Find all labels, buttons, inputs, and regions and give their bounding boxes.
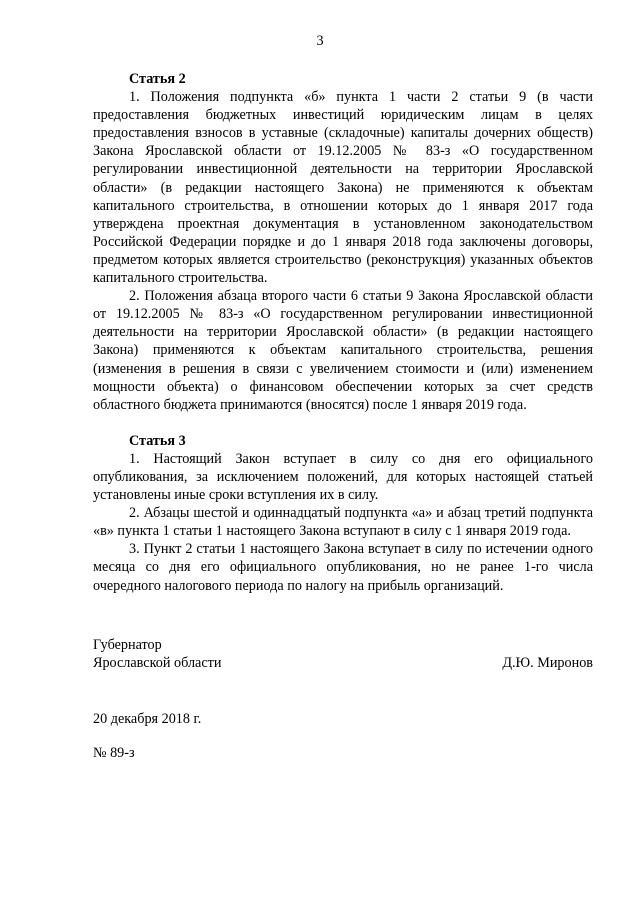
article-3-paragraph-2: 2. Абзацы шестой и одиннадцатый подпункта «а» и абзац третий подпункта «в» пункта 1 статьи 1 настоящего Закона вступают в силу с 1 января 2019 года. — [93, 505, 593, 540]
article-3-heading: Статья 3 — [129, 432, 186, 449]
law-number: № 89-з — [93, 745, 135, 761]
article-2-heading: Статья 2 — [129, 71, 186, 87]
document-date: 20 декабря 2018 г. — [93, 711, 202, 727]
article-3-paragraph-1: 1. Настоящий Закон вступает в силу со дня его официального опубликования, за исключением положений, для которых настоящей статьей установлены иные сроки вступления их в силу. — [93, 450, 593, 504]
page-number: 3 — [316, 33, 324, 49]
article-3-paragraph-3: 3. Пункт 2 статьи 1 настоящего Закона вступает в силу по истечении одного месяца со дня его официального опубликования, но не ранее 1-го числа очередного налогового периода по налогу на прибыль организаций. — [93, 541, 593, 594]
signatory-name: Д.Ю. Миронов — [502, 655, 593, 671]
article-2-paragraph-2: 2. Положения абзаца второго части 6 статьи 9 Закона Ярославской области от 19.12.2005 № 83-з «О государственном регулировании инвестиционной деятельности на территории Ярославской области» (в редакции настоящего Закона) применяются к объектам капитального строительства, решения (изменения в решения в связи с увеличением стоимости и (или) изменением мощности объекта) о финансовом обеспечении которых за счет средств областного бюджета принимаются (вносятся) после 1 января 2019 года. — [93, 288, 593, 413]
article-2-paragraph-1: 1. Положения подпункта «б» пункта 1 части 2 статьи 9 (в части предоставления бюджетных инвестиций юридическим лицам в целях предоставления взносов в уставные (складочные) капиталы дочерних обществ) Закона Ярославской области от 19.12.2005 № 83-з «О государственном регулировании инвестиционной деятельности на территории Ярославской области» (в редакции настоящего Закона) не применяются к объектам капитального строительства, в отношении которых до 1 января 2017 года утверждена проектная документация в установленном законодательством Российской Федерации порядке и до 1 января 2018 года заключены договоры, предметом которых является строительство (реконструкция) указанных объектов капитального строительства. — [93, 89, 593, 287]
document-body — [93, 70, 593, 595]
signatory-title-line-1: Губернатор — [93, 637, 162, 653]
signatory-title-line-2: Ярославской области — [93, 655, 222, 672]
